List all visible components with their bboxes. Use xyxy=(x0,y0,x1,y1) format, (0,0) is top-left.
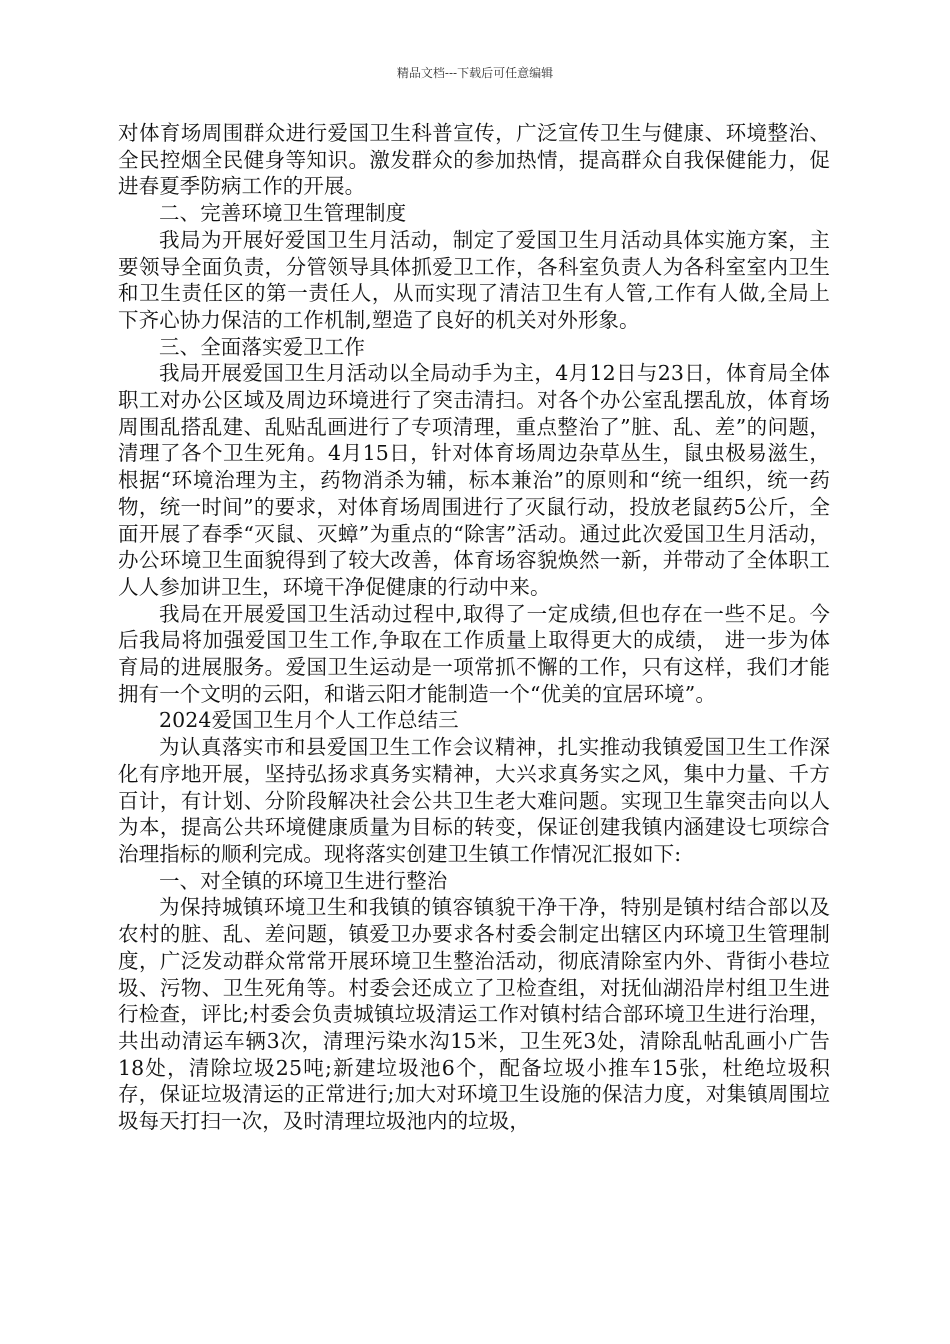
document-body xyxy=(118,120,830,1135)
paragraph: 为认真落实市和县爱国卫生工作会议精神，扎实推动我镇爱国卫生工作深化有序地开展，坚持弘扬求真务实精神，大兴求真务实之风，集中力量、千方百计，有计划、分阶段解决社会公共卫生老大难问题。实现卫生靠突击向以人为本，提高公共环境健康质量为目标的转变，保证创建我镇内涵建设七项综合治理指标的顺利完成。现将落实创建卫生镇工作情况汇报如下: xyxy=(118,735,830,866)
paragraph: 我局开展爱国卫生月活动以全局动手为主，4月12日与23日，体育局全体职工对办公区域及周边环境进行了突击清扫。对各个办公室乱摆乱放，体育场周围乱搭乱建、乱贴乱画进行了专项清理，重点整治了”脏、乱、差”的问题，清理了各个卫生死角。4月15日，针对体育场周边杂草丛生，鼠虫极易滋生，根据“环境治理为主，药物消杀为辅，标本兼治”的原则和“统一组织，统一药物，统一时间”的要求，对体育场周围进行了灭鼠行动，投放老鼠药5公斤，全面开展了春季“灭鼠、灭蟑”为重点的“除害”活动。通过此次爱国卫生月活动，办公环境卫生面貌得到了较大改善，体育场容貌焕然一新，并带动了全体职工人人参加讲卫生，环境干净促健康的行动中来。 xyxy=(118,361,830,599)
section-heading: 二、完善环境卫生管理制度 xyxy=(159,201,407,226)
paragraph: 我局在开展爱国卫生活动过程中,取得了一定成绩,但也存在一些不足。今后我局将加强爱国卫生工作,争取在工作质量上取得更大的成绩， 进一步为体育局的进展服务。爱国卫生运动是一项常抓不懈的工作，只有这样，我们才能拥有一个文明的云阳，和谐云阳才能制造一个“优美的宜居环境”。 xyxy=(118,601,830,706)
section-heading: 一、对全镇的环境卫生进行整治 xyxy=(159,868,448,893)
paragraph: 我局为开展好爱国卫生月活动，制定了爱国卫生月活动具体实施方案，主要领导全面负责，分管领导具体抓爱卫工作，各科室负责人为各科室室内卫生和卫生责任区的第一责任人，从而实现了清洁卫生有人管,工作有人做,全局上下齐心协力保洁的工作机制,塑造了良好的机关对外形象。 xyxy=(118,227,830,332)
paragraph: 对体育场周围群众进行爱国卫生科普宣传，广泛宣传卫生与健康、环境整治、全民控烟全民健身等知识。激发群众的参加热情，提高群众自我保健能力，促进春夏季防病工作的开展。 xyxy=(118,121,830,199)
paragraph: 为保持城镇环境卫生和我镇的镇容镇貌干净干净，特别是镇村结合部以及农村的脏、乱、差问题，镇爱卫办要求各村委会制定出辖区内环境卫生管理制度，广泛发动群众常常开展环境卫生整治活动，彻底清除室内外、背街小巷垃圾、污物、卫生死角等。村委会还成立了卫检查组，对抚仙湖沿岸村组卫生进行检查，评比;村委会负责城镇垃圾清运工作对镇村结合部环境卫生进行治理，共出动清运车辆3次，清理污染水沟15米，卫生死3处，清除乱帖乱画小广告18处，清除垃圾25吨;新建垃圾池6个，配备垃圾小推车15张，杜绝垃圾积存，保证垃圾清运的正常进行;加大对环境卫生设施的保洁力度，对集镇周围垃圾每天打扫一次，及时清理垃圾池内的垃圾， xyxy=(118,895,830,1134)
page-header: 精品文档---下载后可任意编辑 xyxy=(396,66,554,80)
document-title: 2024爱国卫生月个人工作总结三 xyxy=(159,708,459,733)
section-heading: 三、全面落实爱卫工作 xyxy=(159,334,365,359)
